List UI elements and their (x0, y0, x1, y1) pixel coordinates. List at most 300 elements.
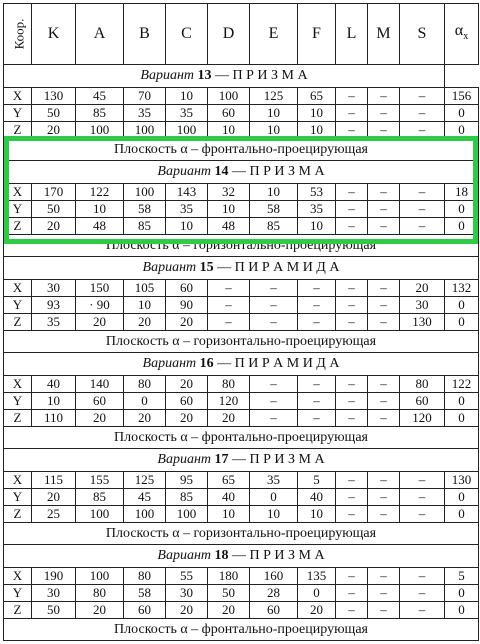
value-cell: – (400, 506, 445, 523)
value-cell: 0 (445, 602, 479, 619)
plane-description: Плоскость α – фронтально-проецирующая (4, 427, 479, 449)
variant-title-row (4, 449, 479, 472)
value-cell: – (336, 393, 368, 410)
coord-label: X (4, 568, 32, 585)
col-header-d: D (208, 4, 250, 65)
value-cell: – (368, 218, 400, 235)
variant-number: 13 (197, 68, 212, 83)
value-cell: – (368, 122, 400, 139)
col-header-k: K (32, 4, 76, 65)
value-cell: – (368, 393, 400, 410)
variants-table (3, 3, 479, 641)
value-cell: – (368, 376, 400, 393)
coord-row-y (4, 585, 479, 602)
value-cell: 10 (298, 105, 336, 122)
value-cell: 100 (124, 506, 166, 523)
value-cell: 60 (124, 602, 166, 619)
value-cell: – (336, 506, 368, 523)
value-cell: – (336, 314, 368, 331)
plane-row (4, 427, 479, 449)
variant-word: Вариант (157, 548, 211, 563)
value-cell: – (250, 393, 298, 410)
variant-dash: — (228, 452, 250, 467)
variant-shape: П Р И З М А (249, 452, 325, 467)
koor-header-cell (4, 4, 32, 65)
value-cell: 0 (298, 585, 336, 602)
value-cell: 100 (124, 122, 166, 139)
variant-word: Вариант (142, 260, 197, 275)
value-cell: 80 (208, 376, 250, 393)
coord-label: Y (4, 201, 32, 218)
variant-shape: П И Р А М И Д А (234, 356, 340, 371)
value-cell: 20 (208, 602, 250, 619)
variant-word: Вариант (157, 164, 211, 179)
value-cell: 85 (124, 218, 166, 235)
value-cell: 160 (250, 568, 298, 585)
value-cell: – (336, 489, 368, 506)
value-cell: 30 (166, 585, 208, 602)
coord-label: Z (4, 410, 32, 427)
value-cell: 40 (298, 489, 336, 506)
value-cell: 35 (250, 472, 298, 489)
value-cell: 93 (32, 297, 76, 314)
variant-title-row (4, 65, 479, 88)
value-cell: 40 (208, 489, 250, 506)
value-cell: 0 (445, 393, 479, 410)
variant-dash: — (228, 164, 250, 179)
col-header-b: B (124, 4, 166, 65)
value-cell: 20 (298, 602, 336, 619)
col-header-a: A (76, 4, 124, 65)
value-cell: 120 (208, 393, 250, 410)
value-cell: 0 (445, 201, 479, 218)
value-cell: 35 (298, 201, 336, 218)
value-cell: 170 (32, 184, 76, 201)
variant-number: 18 (214, 548, 229, 563)
value-cell: – (336, 280, 368, 297)
coord-label: Z (4, 218, 32, 235)
value-cell: – (298, 410, 336, 427)
value-cell: 120 (400, 410, 445, 427)
value-cell: 20 (32, 218, 76, 235)
value-cell: 0 (445, 122, 479, 139)
value-cell: 85 (250, 218, 298, 235)
value-cell: 10 (124, 297, 166, 314)
value-cell: 10 (298, 122, 336, 139)
variant-word: Вариант (140, 68, 194, 83)
value-cell: – (368, 568, 400, 585)
value-cell: – (250, 314, 298, 331)
value-cell: 10 (250, 506, 298, 523)
variant-word: Вариант (157, 452, 211, 467)
variant-dash: — (213, 356, 235, 371)
value-cell: 130 (445, 472, 479, 489)
coord-label: Y (4, 489, 32, 506)
value-cell: 0 (445, 218, 479, 235)
value-cell: 35 (166, 201, 208, 218)
value-cell: 20 (32, 122, 76, 139)
value-cell: 0 (445, 506, 479, 523)
value-cell: – (298, 297, 336, 314)
coord-label: Y (4, 105, 32, 122)
value-cell: 35 (32, 314, 76, 331)
value-cell: 28 (250, 585, 298, 602)
value-cell: 95 (166, 472, 208, 489)
variant-dash: — (213, 260, 235, 275)
coord-label: X (4, 376, 32, 393)
value-cell: – (336, 105, 368, 122)
value-cell: – (400, 568, 445, 585)
value-cell: – (336, 88, 368, 105)
value-cell: 20 (76, 602, 124, 619)
value-cell: 10 (298, 218, 336, 235)
value-cell: 65 (298, 88, 336, 105)
value-cell: 60 (166, 280, 208, 297)
value-cell: 105 (124, 280, 166, 297)
coord-row-y (4, 489, 479, 506)
coord-label: X (4, 472, 32, 489)
value-cell: – (336, 376, 368, 393)
value-cell: 20 (400, 280, 445, 297)
coord-label: Z (4, 602, 32, 619)
value-cell: – (368, 184, 400, 201)
value-cell: 10 (250, 184, 298, 201)
value-cell: – (336, 201, 368, 218)
value-cell: – (400, 105, 445, 122)
value-cell: 85 (166, 489, 208, 506)
value-cell: 60 (250, 602, 298, 619)
value-cell: 10 (208, 122, 250, 139)
value-cell: 60 (166, 393, 208, 410)
plane-description: Плоскость α – горизонтально-проецирующая (4, 235, 479, 257)
value-cell: 70 (124, 88, 166, 105)
coord-row-y (4, 393, 479, 410)
value-cell: 50 (32, 602, 76, 619)
coord-row-z (4, 602, 479, 619)
value-cell: 190 (32, 568, 76, 585)
value-cell: 10 (32, 393, 76, 410)
value-cell: – (336, 184, 368, 201)
value-cell: 80 (124, 568, 166, 585)
value-cell: 0 (445, 297, 479, 314)
value-cell: – (400, 585, 445, 602)
value-cell: 100 (208, 88, 250, 105)
plane-row (4, 523, 479, 545)
coord-row-x (4, 568, 479, 585)
value-cell: 10 (166, 88, 208, 105)
coord-label: Y (4, 297, 32, 314)
coord-row-z (4, 218, 479, 235)
value-cell: – (400, 218, 445, 235)
value-cell: 150 (76, 280, 124, 297)
value-cell: 58 (124, 201, 166, 218)
value-cell: 0 (445, 410, 479, 427)
value-cell: 20 (166, 376, 208, 393)
plane-description: Плоскость α – горизонтально-проецирующая (4, 331, 479, 353)
value-cell: 80 (400, 376, 445, 393)
value-cell: 35 (166, 105, 208, 122)
value-cell: 20 (208, 410, 250, 427)
value-cell: 20 (166, 314, 208, 331)
coord-row-z (4, 314, 479, 331)
value-cell: – (400, 602, 445, 619)
value-cell: 100 (124, 184, 166, 201)
value-cell: – (250, 376, 298, 393)
variant-number: 14 (214, 164, 229, 179)
coord-label: Z (4, 506, 32, 523)
value-cell: 18 (445, 184, 479, 201)
value-cell: – (400, 201, 445, 218)
variant-shape: П Р И З М А (232, 68, 308, 83)
value-cell: 53 (298, 184, 336, 201)
value-cell: 55 (166, 568, 208, 585)
variant-number: 15 (199, 260, 214, 275)
plane-row (4, 139, 479, 161)
value-cell: 10 (298, 506, 336, 523)
col-header-m: M (368, 4, 400, 65)
coord-row-y (4, 297, 479, 314)
variant-title-row (4, 161, 479, 184)
value-cell: 10 (208, 506, 250, 523)
value-cell: – (298, 376, 336, 393)
variant-title (4, 161, 479, 184)
variants-body (4, 65, 479, 641)
value-cell: 156 (445, 88, 479, 105)
value-cell: 155 (76, 472, 124, 489)
value-cell: – (400, 184, 445, 201)
value-cell: 100 (166, 506, 208, 523)
value-cell: 85 (76, 489, 124, 506)
coord-label: X (4, 184, 32, 201)
plane-row (4, 619, 479, 641)
value-cell: – (336, 297, 368, 314)
plane-row (4, 235, 479, 257)
variant-shape: П И Р А М И Д А (234, 260, 340, 275)
coord-row-x (4, 88, 479, 105)
plane-description: Плоскость α – фронтально-проецирующая (4, 139, 479, 161)
value-cell: 90 (166, 297, 208, 314)
value-cell: 20 (124, 314, 166, 331)
value-cell: 50 (32, 201, 76, 218)
coord-label: Z (4, 122, 32, 139)
value-cell: 32 (208, 184, 250, 201)
coord-row-x (4, 280, 479, 297)
value-cell: 0 (445, 314, 479, 331)
value-cell: 60 (400, 393, 445, 410)
col-header-f: F (298, 4, 336, 65)
value-cell: 122 (445, 376, 479, 393)
value-cell: 45 (124, 489, 166, 506)
coord-label: X (4, 88, 32, 105)
coord-row-y (4, 105, 479, 122)
coord-label: Z (4, 314, 32, 331)
value-cell: 100 (76, 122, 124, 139)
value-cell: – (336, 602, 368, 619)
value-cell: 122 (76, 184, 124, 201)
value-cell: 0 (250, 489, 298, 506)
value-cell: 20 (76, 410, 124, 427)
value-cell: – (336, 218, 368, 235)
value-cell: · 90 (76, 297, 124, 314)
col-header-c: C (166, 4, 208, 65)
value-cell: 35 (124, 105, 166, 122)
value-cell: – (400, 489, 445, 506)
value-cell: 0 (445, 489, 479, 506)
plane-row (4, 331, 479, 353)
value-cell: – (368, 280, 400, 297)
value-cell: – (368, 201, 400, 218)
value-cell: 132 (445, 280, 479, 297)
variants-table-container (3, 3, 477, 641)
variant-title-row (4, 257, 479, 280)
value-cell: 20 (124, 410, 166, 427)
value-cell: 130 (32, 88, 76, 105)
value-cell: 25 (32, 506, 76, 523)
value-cell: – (368, 105, 400, 122)
value-cell: 58 (124, 585, 166, 602)
value-cell: 80 (124, 376, 166, 393)
value-cell: – (250, 297, 298, 314)
value-cell: 20 (166, 602, 208, 619)
alpha-symbol: α (454, 21, 464, 39)
value-cell: – (250, 410, 298, 427)
value-cell: 0 (445, 105, 479, 122)
value-cell: 60 (208, 105, 250, 122)
value-cell: – (298, 314, 336, 331)
coord-row-x (4, 184, 479, 201)
koor-header-label: Коор. (11, 18, 27, 50)
value-cell: 10 (208, 201, 250, 218)
variant-title (4, 449, 479, 472)
variant-title (4, 353, 479, 376)
variant-dash: — (228, 548, 250, 563)
value-cell: 0 (124, 393, 166, 410)
variant-title-row (4, 353, 479, 376)
value-cell: 125 (124, 472, 166, 489)
coord-row-y (4, 201, 479, 218)
alpha-subscript: x (463, 31, 469, 43)
value-cell: 10 (250, 122, 298, 139)
value-cell: – (298, 393, 336, 410)
coord-row-z (4, 122, 479, 139)
value-cell: – (368, 410, 400, 427)
value-cell: 20 (166, 410, 208, 427)
value-cell: – (336, 585, 368, 602)
value-cell: – (368, 585, 400, 602)
plane-description: Плоскость α – фронтально-проецирующая (4, 619, 479, 641)
value-cell: – (336, 568, 368, 585)
value-cell: – (368, 506, 400, 523)
value-cell: 140 (76, 376, 124, 393)
value-cell: 30 (400, 297, 445, 314)
value-cell: 20 (32, 489, 76, 506)
value-cell: – (298, 280, 336, 297)
value-cell: – (208, 297, 250, 314)
variant-shape: П Р И З М А (249, 548, 325, 563)
variant-title-row (4, 545, 479, 568)
col-header-e: E (250, 4, 298, 65)
value-cell: 0 (445, 585, 479, 602)
value-cell: – (368, 88, 400, 105)
value-cell: – (336, 410, 368, 427)
value-cell: 50 (32, 105, 76, 122)
value-cell: – (250, 280, 298, 297)
variant-word: Вариант (142, 356, 197, 371)
value-cell: 125 (250, 88, 298, 105)
variant-title (4, 257, 479, 280)
value-cell: 5 (445, 568, 479, 585)
value-cell: 10 (250, 105, 298, 122)
plane-description: Плоскость α – горизонтально-проецирующая (4, 523, 479, 545)
value-cell: – (336, 122, 368, 139)
value-cell: 58 (250, 201, 298, 218)
value-cell: – (400, 122, 445, 139)
value-cell: 50 (208, 585, 250, 602)
value-cell: 5 (298, 472, 336, 489)
value-cell: 65 (208, 472, 250, 489)
value-cell: – (368, 314, 400, 331)
value-cell: – (400, 472, 445, 489)
coord-row-z (4, 506, 479, 523)
value-cell: 135 (298, 568, 336, 585)
value-cell: 60 (76, 393, 124, 410)
coord-label: Y (4, 585, 32, 602)
col-header-s: S (400, 4, 445, 65)
col-header-alpha-x (445, 4, 479, 65)
value-cell: 130 (400, 314, 445, 331)
value-cell: – (208, 280, 250, 297)
coord-label: X (4, 280, 32, 297)
header-row (4, 4, 479, 65)
value-cell: 115 (32, 472, 76, 489)
variant-dash: — (211, 68, 233, 83)
value-cell: – (368, 489, 400, 506)
value-cell: – (400, 88, 445, 105)
value-cell: 180 (208, 568, 250, 585)
coord-row-x (4, 472, 479, 489)
value-cell: 80 (76, 585, 124, 602)
value-cell: 100 (76, 506, 124, 523)
value-cell: 85 (76, 105, 124, 122)
coord-label: Y (4, 393, 32, 410)
col-header-l: L (336, 4, 368, 65)
value-cell: – (336, 472, 368, 489)
value-cell: 10 (76, 201, 124, 218)
variant-number: 16 (199, 356, 214, 371)
value-cell: 45 (76, 88, 124, 105)
coord-row-z (4, 410, 479, 427)
value-cell: – (368, 472, 400, 489)
variant-number: 17 (214, 452, 229, 467)
value-cell: 20 (76, 314, 124, 331)
value-cell: 30 (32, 585, 76, 602)
value-cell: 110 (32, 410, 76, 427)
value-cell: 48 (76, 218, 124, 235)
value-cell: 48 (208, 218, 250, 235)
coord-row-x (4, 376, 479, 393)
variant-title (4, 65, 445, 88)
value-cell: 143 (166, 184, 208, 201)
variant-shape: П Р И З М А (249, 164, 325, 179)
value-cell: 40 (32, 376, 76, 393)
value-cell: 100 (166, 122, 208, 139)
value-cell: – (368, 602, 400, 619)
value-cell: 100 (76, 568, 124, 585)
value-cell: 30 (32, 280, 76, 297)
value-cell: – (368, 297, 400, 314)
variant-title (4, 545, 479, 568)
value-cell: 10 (166, 218, 208, 235)
